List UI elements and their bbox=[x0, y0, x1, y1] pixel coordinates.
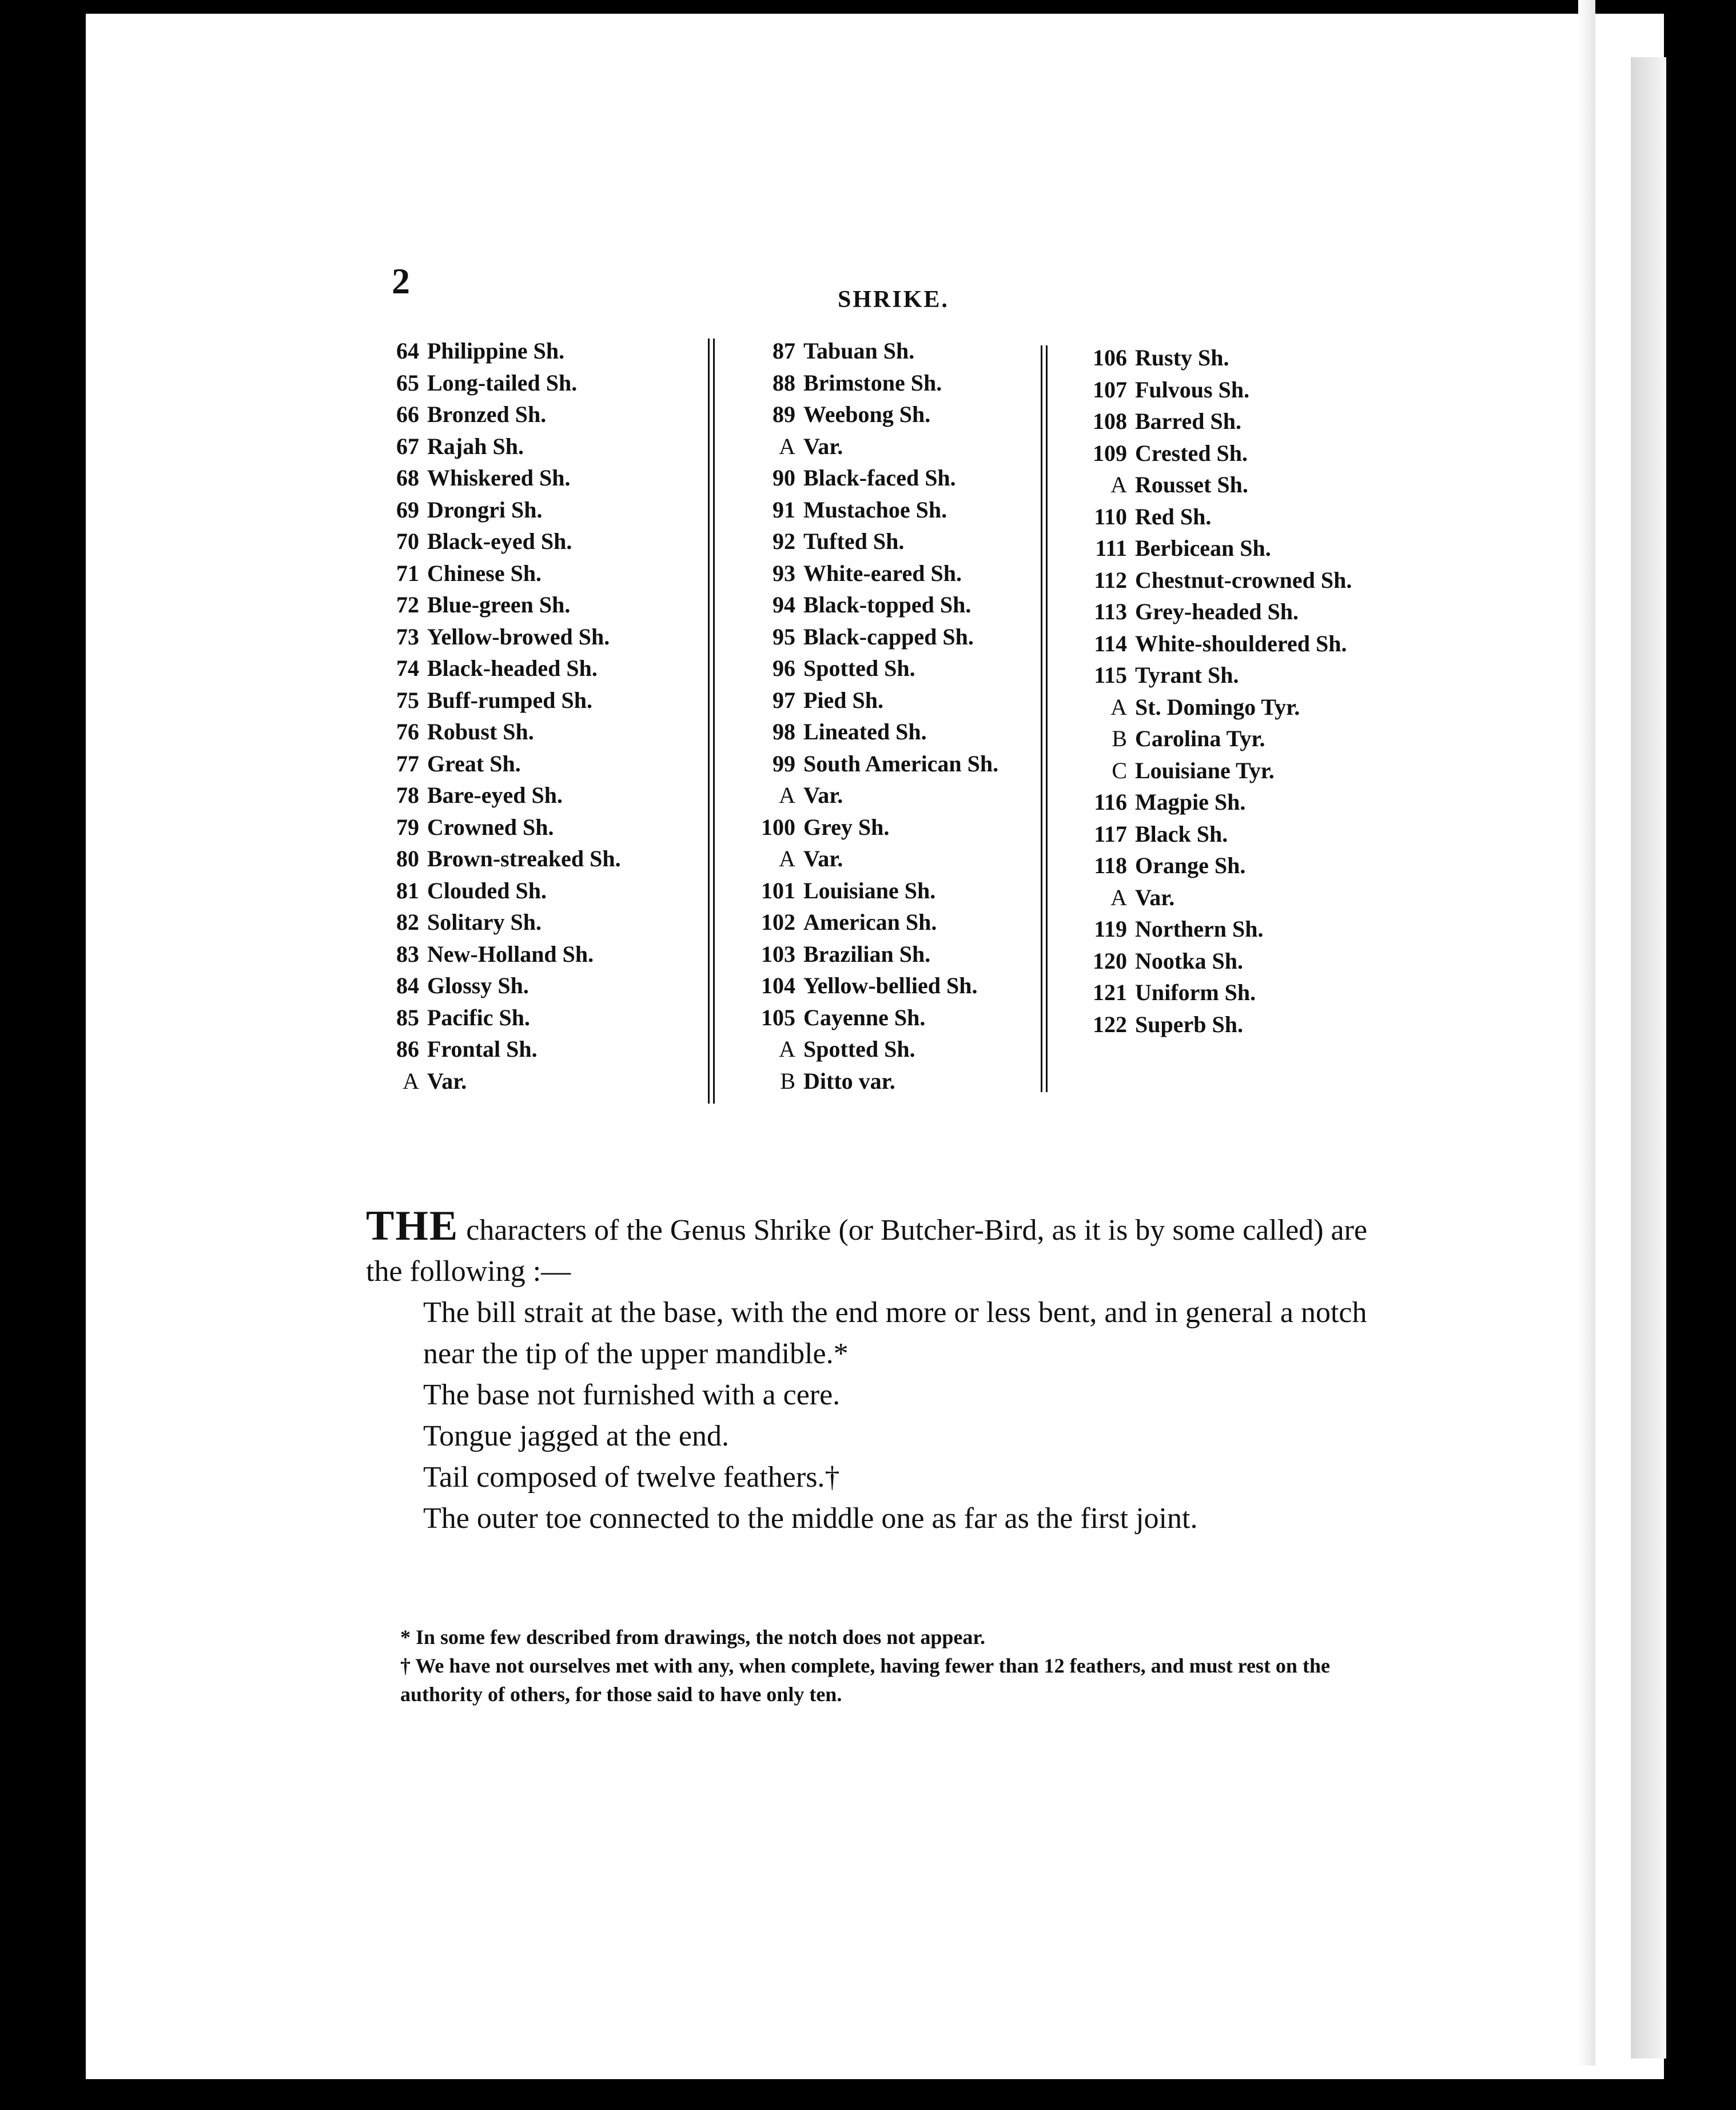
species-name: Clouded Sh. bbox=[427, 877, 547, 903]
species-number: 102 bbox=[761, 909, 795, 935]
species-number: 112 bbox=[1094, 567, 1127, 593]
species-name: Var. bbox=[803, 433, 843, 459]
character-tail: Tail composed of twelve feathers.† bbox=[423, 1461, 840, 1494]
species-name: Yellow-bellied Sh. bbox=[803, 973, 978, 998]
species-entry bbox=[375, 494, 621, 526]
species-number: 84 bbox=[396, 973, 419, 998]
species-entry bbox=[1072, 374, 1352, 406]
species-entry bbox=[1072, 596, 1352, 628]
species-entry bbox=[375, 716, 621, 748]
species-name: Glossy Sh. bbox=[427, 973, 529, 998]
species-number: 114 bbox=[1094, 630, 1127, 656]
species-name: Chestnut-crowned Sh. bbox=[1135, 567, 1352, 593]
species-entry bbox=[1072, 469, 1352, 501]
species-name: Yellow-browed Sh. bbox=[427, 623, 610, 650]
species-number: A bbox=[779, 782, 795, 808]
species-number: 120 bbox=[1093, 947, 1127, 974]
species-number: 85 bbox=[396, 1004, 419, 1030]
species-entry bbox=[375, 652, 621, 684]
species-number: 83 bbox=[396, 941, 419, 967]
species-number: 78 bbox=[396, 782, 419, 808]
species-number: 67 bbox=[396, 433, 419, 459]
species-entry bbox=[375, 748, 621, 780]
species-name: Whiskered Sh. bbox=[427, 465, 571, 491]
species-name: Black-faced Sh. bbox=[803, 465, 956, 491]
species-number: 88 bbox=[773, 369, 795, 396]
species-number: 101 bbox=[761, 877, 795, 903]
species-entry bbox=[1072, 945, 1352, 977]
species-name: Tufted Sh. bbox=[803, 528, 905, 554]
species-name: Weebong Sh. bbox=[803, 401, 931, 427]
species-entry bbox=[740, 525, 998, 558]
species-entry bbox=[740, 367, 998, 399]
species-number: 69 bbox=[396, 496, 419, 523]
species-name: Bronzed Sh. bbox=[427, 401, 547, 427]
footnotes bbox=[366, 1623, 1384, 1709]
species-number: A bbox=[779, 433, 795, 459]
species-name: St. Domingo Tyr. bbox=[1135, 694, 1300, 720]
species-name: Pied Sh. bbox=[803, 687, 884, 713]
species-name: Black-capped Sh. bbox=[803, 623, 974, 650]
species-entry bbox=[375, 875, 621, 907]
species-name: Long-tailed Sh. bbox=[427, 369, 578, 396]
species-name: Crested Sh. bbox=[1135, 440, 1248, 466]
species-number: 81 bbox=[396, 877, 419, 903]
species-number: 108 bbox=[1093, 408, 1127, 434]
species-entry bbox=[740, 716, 998, 748]
species-number: 86 bbox=[396, 1036, 419, 1062]
species-name: Rajah Sh. bbox=[427, 433, 524, 459]
species-entry bbox=[375, 621, 621, 653]
species-entry bbox=[375, 399, 621, 431]
species-number: 73 bbox=[396, 623, 419, 650]
species-number: 82 bbox=[396, 909, 419, 935]
species-name: Spotted Sh. bbox=[803, 655, 915, 681]
species-name: Tabuan Sh. bbox=[803, 338, 915, 364]
species-entry bbox=[375, 335, 621, 367]
species-number: 64 bbox=[396, 338, 419, 364]
species-name: Brown-streaked Sh. bbox=[427, 846, 621, 871]
species-number: 109 bbox=[1093, 440, 1127, 466]
species-entry bbox=[375, 684, 621, 716]
species-number: 68 bbox=[396, 465, 419, 491]
species-entry bbox=[1072, 1009, 1352, 1041]
species-number: 76 bbox=[396, 719, 419, 745]
species-entry bbox=[1072, 628, 1352, 660]
species-name: Great Sh. bbox=[427, 750, 521, 777]
species-name: Black-topped Sh. bbox=[803, 592, 971, 618]
species-entry bbox=[740, 621, 998, 653]
species-number: 116 bbox=[1094, 789, 1127, 815]
intro-text: characters of the Genus Shrike (or Butcher-Bird, as it is by some called) are the following :— bbox=[366, 1214, 1368, 1288]
species-number: A bbox=[1110, 472, 1127, 497]
species-name: Red Sh. bbox=[1135, 503, 1212, 530]
species-name: Berbicean Sh. bbox=[1135, 535, 1271, 561]
species-number: 110 bbox=[1094, 503, 1127, 530]
page-number: 2 bbox=[392, 261, 410, 301]
footnote-1: * In some few described from drawings, the notch does not appear. bbox=[400, 1626, 986, 1649]
species-name: Var. bbox=[803, 782, 843, 808]
species-number: 77 bbox=[396, 750, 419, 777]
species-name: Orange Sh. bbox=[1135, 853, 1246, 878]
species-entry bbox=[740, 906, 998, 938]
species-number: 87 bbox=[773, 338, 795, 364]
species-entry bbox=[375, 525, 621, 558]
species-entry bbox=[740, 431, 998, 463]
species-number: 121 bbox=[1093, 980, 1127, 1005]
species-entry bbox=[375, 431, 621, 463]
species-name: Var. bbox=[803, 846, 843, 871]
species-number: 98 bbox=[773, 719, 795, 745]
species-number: 113 bbox=[1094, 599, 1127, 624]
species-number: A bbox=[779, 846, 795, 871]
species-number: 119 bbox=[1094, 916, 1127, 942]
species-entry bbox=[740, 494, 998, 526]
species-entry bbox=[375, 1033, 621, 1065]
species-entry bbox=[1072, 755, 1352, 787]
species-entry bbox=[740, 938, 998, 970]
species-number: 90 bbox=[773, 465, 795, 491]
character-tongue: Tongue jagged at the end. bbox=[423, 1420, 729, 1452]
species-entry bbox=[375, 558, 621, 590]
species-entry bbox=[375, 367, 621, 399]
species-entry bbox=[375, 462, 621, 494]
species-number: 99 bbox=[773, 750, 795, 777]
species-name: Brimstone Sh. bbox=[803, 369, 942, 396]
species-entry bbox=[740, 1002, 998, 1034]
species-number: A bbox=[403, 1068, 419, 1094]
species-name: Spotted Sh. bbox=[803, 1036, 915, 1062]
species-entry bbox=[375, 1065, 621, 1097]
species-number: A bbox=[1110, 694, 1127, 720]
species-column-1 bbox=[375, 335, 621, 1097]
species-entry bbox=[375, 906, 621, 938]
species-entry bbox=[1072, 723, 1352, 755]
facing-page-edge bbox=[1631, 57, 1666, 2059]
species-name: Var. bbox=[1135, 884, 1175, 910]
species-number: A bbox=[779, 1036, 795, 1062]
species-name: Robust Sh. bbox=[427, 719, 534, 745]
species-entry bbox=[1072, 405, 1352, 437]
species-name: Bare-eyed Sh. bbox=[427, 782, 563, 808]
species-name: Brazilian Sh. bbox=[803, 941, 931, 967]
species-entry bbox=[740, 1033, 998, 1065]
species-entry bbox=[1072, 850, 1352, 882]
species-entry bbox=[375, 589, 621, 621]
species-name: Magpie Sh. bbox=[1135, 789, 1246, 815]
species-entry bbox=[740, 462, 998, 494]
species-entry bbox=[740, 335, 998, 367]
species-name: Buff-rumped Sh. bbox=[427, 687, 592, 713]
species-number: 74 bbox=[396, 655, 419, 681]
species-name: South American Sh. bbox=[803, 750, 999, 777]
species-number: 89 bbox=[773, 401, 795, 427]
species-name: White-shouldered Sh. bbox=[1135, 630, 1347, 656]
species-number: A bbox=[1110, 884, 1127, 910]
species-entry bbox=[1072, 342, 1352, 374]
species-number: 96 bbox=[773, 655, 795, 681]
species-number: 72 bbox=[396, 592, 419, 618]
species-entry bbox=[375, 779, 621, 811]
species-name: American Sh. bbox=[803, 909, 937, 935]
species-entry bbox=[1072, 882, 1352, 914]
column-rule-1 bbox=[708, 339, 710, 1104]
species-entry bbox=[740, 748, 998, 780]
species-column-3 bbox=[1072, 342, 1352, 1040]
species-number: 97 bbox=[773, 687, 795, 713]
species-name: Superb Sh. bbox=[1135, 1011, 1243, 1037]
species-number: 66 bbox=[396, 401, 419, 427]
species-name: Rousset Sh. bbox=[1135, 472, 1248, 497]
species-entry bbox=[1072, 532, 1352, 564]
species-name: Lineated Sh. bbox=[803, 719, 927, 745]
species-name: Black-eyed Sh. bbox=[427, 528, 572, 554]
species-number: 104 bbox=[761, 973, 795, 998]
species-name: Cayenne Sh. bbox=[803, 1004, 926, 1030]
species-name: New-Holland Sh. bbox=[427, 941, 594, 967]
species-entry bbox=[375, 1002, 621, 1034]
species-entry bbox=[375, 811, 621, 843]
species-name: Louisiane Tyr. bbox=[1135, 757, 1275, 783]
species-name: Black-headed Sh. bbox=[427, 655, 598, 681]
species-number: B bbox=[1112, 726, 1127, 751]
species-name: Drongri Sh. bbox=[427, 496, 543, 523]
species-number: 105 bbox=[761, 1004, 795, 1030]
species-name: Blue-green Sh. bbox=[427, 592, 571, 618]
species-number: 93 bbox=[773, 560, 795, 586]
species-name: Rusty Sh. bbox=[1135, 345, 1229, 371]
species-entry bbox=[740, 399, 998, 431]
species-entry bbox=[1072, 913, 1352, 945]
species-name: Chinese Sh. bbox=[427, 560, 542, 586]
species-name: Philippine Sh. bbox=[427, 338, 565, 364]
intro-paragraph bbox=[366, 1205, 1384, 1292]
species-entry bbox=[375, 843, 621, 875]
species-number: C bbox=[1112, 757, 1127, 783]
species-name: White-eared Sh. bbox=[803, 560, 962, 586]
species-number: 80 bbox=[396, 846, 419, 871]
species-name: Black Sh. bbox=[1135, 821, 1228, 847]
species-number: 122 bbox=[1093, 1011, 1127, 1037]
column-rule-2 bbox=[1041, 345, 1042, 1092]
species-entry bbox=[375, 970, 621, 1002]
species-entry bbox=[740, 779, 998, 811]
species-entry bbox=[1072, 437, 1352, 469]
species-number: 117 bbox=[1094, 821, 1127, 847]
drop-cap: THE bbox=[366, 1203, 459, 1249]
species-number: 71 bbox=[396, 560, 419, 586]
species-number: 107 bbox=[1093, 376, 1127, 403]
species-number: 95 bbox=[773, 623, 795, 650]
species-name: Solitary Sh. bbox=[427, 909, 542, 935]
species-number: 103 bbox=[761, 941, 795, 967]
species-number: 91 bbox=[773, 496, 795, 523]
genus-characters bbox=[366, 1205, 1384, 1539]
species-name: Grey Sh. bbox=[803, 814, 890, 840]
species-name: Uniform Sh. bbox=[1135, 980, 1256, 1005]
species-number: 94 bbox=[773, 592, 795, 618]
species-entry bbox=[1072, 818, 1352, 850]
species-name: Pacific Sh. bbox=[427, 1004, 530, 1030]
species-entry bbox=[740, 652, 998, 684]
species-number: 92 bbox=[773, 528, 795, 554]
species-number: 118 bbox=[1094, 853, 1127, 878]
species-entry bbox=[740, 970, 998, 1002]
species-name: Fulvous Sh. bbox=[1135, 376, 1250, 403]
species-name: Carolina Tyr. bbox=[1135, 726, 1265, 751]
species-entry bbox=[740, 684, 998, 716]
species-entry bbox=[1072, 786, 1352, 818]
species-entry bbox=[1072, 691, 1352, 723]
species-entry bbox=[375, 938, 621, 970]
species-name: Frontal Sh. bbox=[427, 1036, 537, 1062]
character-base: The base not furnished with a cere. bbox=[423, 1379, 841, 1411]
running-head: SHRIKE. bbox=[838, 286, 949, 313]
species-number: 115 bbox=[1094, 662, 1127, 688]
character-toe: The outer toe connected to the middle one as far as the first joint. bbox=[423, 1502, 1198, 1535]
species-number: 106 bbox=[1093, 345, 1127, 371]
species-entry bbox=[1072, 977, 1352, 1009]
species-entry bbox=[740, 558, 998, 590]
species-entry bbox=[740, 843, 998, 875]
species-name: Var. bbox=[427, 1068, 467, 1094]
species-column-2 bbox=[740, 335, 998, 1097]
species-name: Tyrant Sh. bbox=[1135, 662, 1239, 688]
species-entry bbox=[740, 875, 998, 907]
species-number: 111 bbox=[1095, 535, 1127, 561]
species-entry bbox=[740, 811, 998, 843]
species-entry bbox=[740, 589, 998, 621]
species-entry bbox=[740, 1065, 998, 1097]
species-entry bbox=[1072, 659, 1352, 691]
character-bill: The bill strait at the base, with the end more or less bent, and in general a notch near the tip of the upper mandible.* bbox=[423, 1296, 1367, 1370]
species-number: 79 bbox=[396, 814, 419, 840]
species-name: Nootka Sh. bbox=[1135, 947, 1243, 974]
species-entry bbox=[1072, 564, 1352, 596]
species-number: B bbox=[780, 1068, 795, 1094]
species-number: 65 bbox=[396, 369, 419, 396]
species-entry bbox=[1072, 501, 1352, 533]
species-name: Crowned Sh. bbox=[427, 814, 554, 840]
species-name: Northern Sh. bbox=[1135, 916, 1264, 942]
species-number: 75 bbox=[396, 687, 419, 713]
species-name: Louisiane Sh. bbox=[803, 877, 936, 903]
species-name: Mustachoe Sh. bbox=[803, 496, 947, 523]
species-name: Barred Sh. bbox=[1135, 408, 1241, 434]
species-name: Ditto var. bbox=[803, 1068, 895, 1094]
species-number: 70 bbox=[396, 528, 419, 554]
species-number: 100 bbox=[761, 814, 795, 840]
species-name: Grey-headed Sh. bbox=[1135, 599, 1299, 624]
page-fold-shadow bbox=[1578, 0, 1595, 2065]
footnote-2: † We have not ourselves met with any, when complete, having fewer than 12 feathers, and must rest on the authority of others, for those said to have only ten. bbox=[400, 1654, 1330, 1706]
